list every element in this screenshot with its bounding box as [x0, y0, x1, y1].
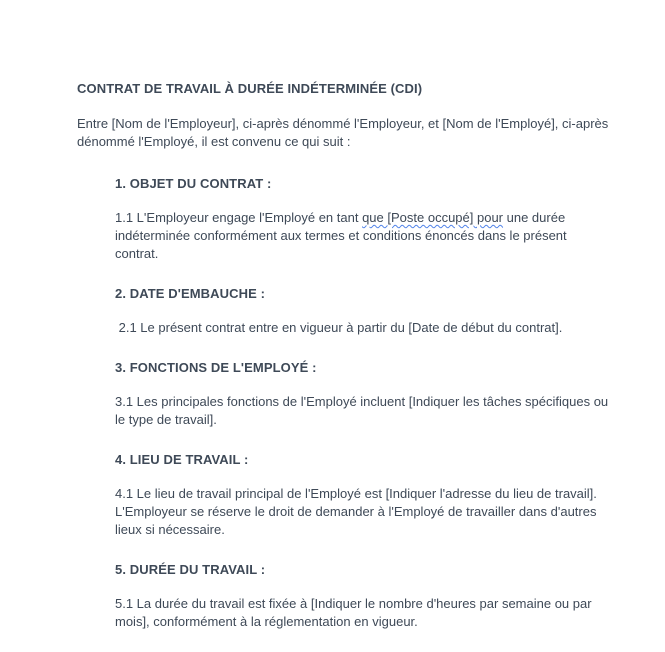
section-1-body-text-continued: une durée indéterminée conformément aux termes et conditions énoncés dans le présent contrat. [115, 210, 571, 261]
document-title: CONTRAT DE TRAVAIL À DURÉE INDÉTERMINÉE (CDI) [77, 81, 423, 96]
intro-paragraph: Entre [Nom de l'Employeur], ci-après dénommé l'Employeur, et [Nom de l'Employé], ci-après dénommé l'Employé, il est convenu ce qui suit : [77, 116, 612, 149]
section-3-body: 3.1 Les principales fonctions de l'Employé incluent [Indiquer les tâches spécifiques ou le type de travail]. [115, 394, 612, 427]
section-3-heading: 3. FONCTIONS DE L'EMPLOYÉ : [115, 360, 317, 375]
section-5-body: 5.1 La durée du travail est fixée à [Indiquer le nombre d'heures par semaine ou par mois], conformément à la réglementation en vigueur. [115, 596, 596, 629]
section-objet-du-contrat [115, 175, 615, 263]
section-4-heading: 4. LIEU DE TRAVAIL : [115, 452, 249, 467]
section-4-body: 4.1 Le lieu de travail principal de l'Employé est [Indiquer l'adresse du lieu de travail]. L'Employeur se réserve le droit de demander à l'Employé de travailler dans d'autres lieux si nécessaire. [115, 486, 601, 537]
section-fonctions-employe [115, 359, 615, 429]
section-date-embauche [115, 285, 615, 337]
section-duree-du-travail [115, 561, 615, 631]
grammar-suggestion-phrase[interactable]: que [Poste occupé] pour [362, 210, 504, 225]
section-5-heading: 5. DURÉE DU TRAVAIL : [115, 562, 266, 577]
section-1-body-text: 1.1 L'Employeur engage l'Employé en tant [115, 210, 363, 225]
section-2-heading: 2. DATE D'EMBAUCHE : [115, 286, 266, 301]
section-1-body [115, 209, 610, 263]
section-2-body: 2.1 Le présent contrat entre en vigueur à partir du [Date de début du contrat]. [115, 320, 563, 335]
section-1-heading: 1. OBJET DU CONTRAT : [115, 176, 272, 191]
section-lieu-de-travail [115, 451, 615, 539]
